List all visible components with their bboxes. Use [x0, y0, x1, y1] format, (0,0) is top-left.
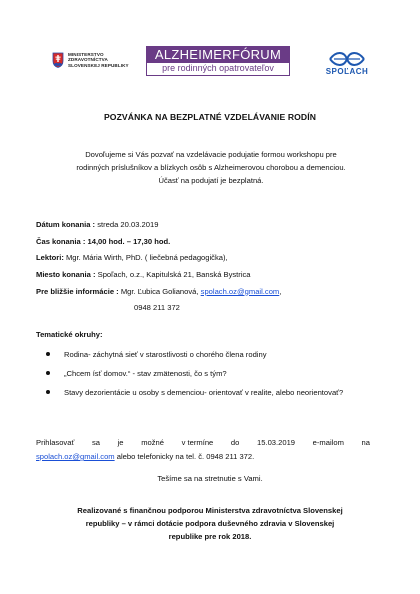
- contact-label: Pre bližšie informácie :: [36, 286, 119, 296]
- registration-email-link[interactable]: spolach.oz@gmail.com: [36, 452, 115, 461]
- lecturers-row: [36, 251, 386, 268]
- bullet-icon: [46, 371, 50, 375]
- registration-phone-text: alebo telefonicky na tel. č. 0948 211 372.: [114, 452, 255, 461]
- bullet-icon: [46, 390, 50, 394]
- slovak-crest-icon: [52, 52, 64, 68]
- time-label: Čas konania :: [36, 236, 86, 246]
- topics-heading: Tematické okruhy:: [36, 330, 103, 339]
- contact-comma: ,: [279, 286, 282, 296]
- ministry-logo: [52, 52, 129, 68]
- registration-line: [36, 450, 370, 464]
- alzheimer-forum-tagline: pre rodinných opatrovateľov: [146, 63, 290, 76]
- date-label: Dátum konania :: [36, 220, 96, 229]
- intro-line: rodinných príslušníkov a blízkych osôb s Alzheimerovou chorobou a demenciou.: [76, 163, 346, 172]
- intro-line: Účasť na podujatí je bezplatná.: [158, 176, 264, 185]
- alzheimer-forum-name: ALZHEIMERFÓRUM: [146, 46, 290, 63]
- ministry-name: MINISTERSTVO ZDRAVOTNÍCTVA SLOVENSKEJ REPUBLIKY: [68, 52, 129, 68]
- contact-phone-row: [36, 301, 386, 318]
- event-details: [36, 218, 386, 318]
- topics-list: [36, 348, 374, 405]
- spolach-knot-icon: [326, 50, 368, 68]
- bullet-icon: [46, 352, 50, 356]
- time-row: [36, 235, 386, 252]
- funding-note: Realizované s finančnou podporou Ministerstva zdravotníctva Slovenskej republiky – v rámci dotácie podpora duševného zdravia v Slovenskej republike pre rok 2018.: [77, 506, 343, 541]
- registration-line: Prihlasovať sa je možné v termíne do 15.03.2019 e-mailom na: [36, 438, 370, 447]
- invitation-title: POZVÁNKA NA BEZPLATNÉ VZDELÁVANIE RODÍN: [103, 112, 317, 122]
- intro-line: Dovoľujeme si Vás pozvať na vzdelávacie podujatie formou workshopu pre: [85, 150, 337, 159]
- see-you-text: Tešíme sa na stretnutie s Vami.: [157, 474, 263, 483]
- list-item: Stavy dezorientácie u osoby s demenciou- orientovať v realite, alebo neorientovať?: [36, 386, 374, 399]
- alzheimer-forum-logo: [146, 46, 290, 76]
- logo-bar: [0, 46, 420, 86]
- place-value: Spoľach, o.z., Kapitulská 21, Banská Bystrica: [97, 270, 251, 280]
- contact-person: Mgr. Ľubica Golianová,: [120, 286, 199, 296]
- contact-phone: 0948 211 372: [134, 303, 180, 313]
- spolach-name: SPOĽACH: [325, 67, 369, 76]
- contact-email-link[interactable]: spolach.oz@gmail.com: [200, 286, 280, 296]
- intro-paragraph: [56, 148, 366, 187]
- date-value: streda 20.03.2019: [97, 220, 159, 229]
- contact-row: [36, 285, 386, 302]
- lecturers-value: Mgr. Mária Wirth, PhD. ( liečebná pedagogička),: [65, 253, 228, 263]
- place-label: Miesto konania :: [36, 270, 96, 280]
- lecturers-label: Lektori:: [36, 253, 64, 263]
- date-row: [36, 218, 386, 235]
- registration-paragraph: [36, 436, 370, 464]
- spolach-logo: [322, 50, 372, 76]
- list-item: Rodina- záchytná sieť v starostlivosti o chorého člena rodiny: [36, 348, 374, 361]
- place-row: [36, 268, 386, 285]
- time-value: 14,00 hod. – 17,30 hod.: [87, 236, 171, 246]
- list-item: „Chcem ísť domov.“ - stav zmätenosti, čo s tým?: [36, 367, 374, 380]
